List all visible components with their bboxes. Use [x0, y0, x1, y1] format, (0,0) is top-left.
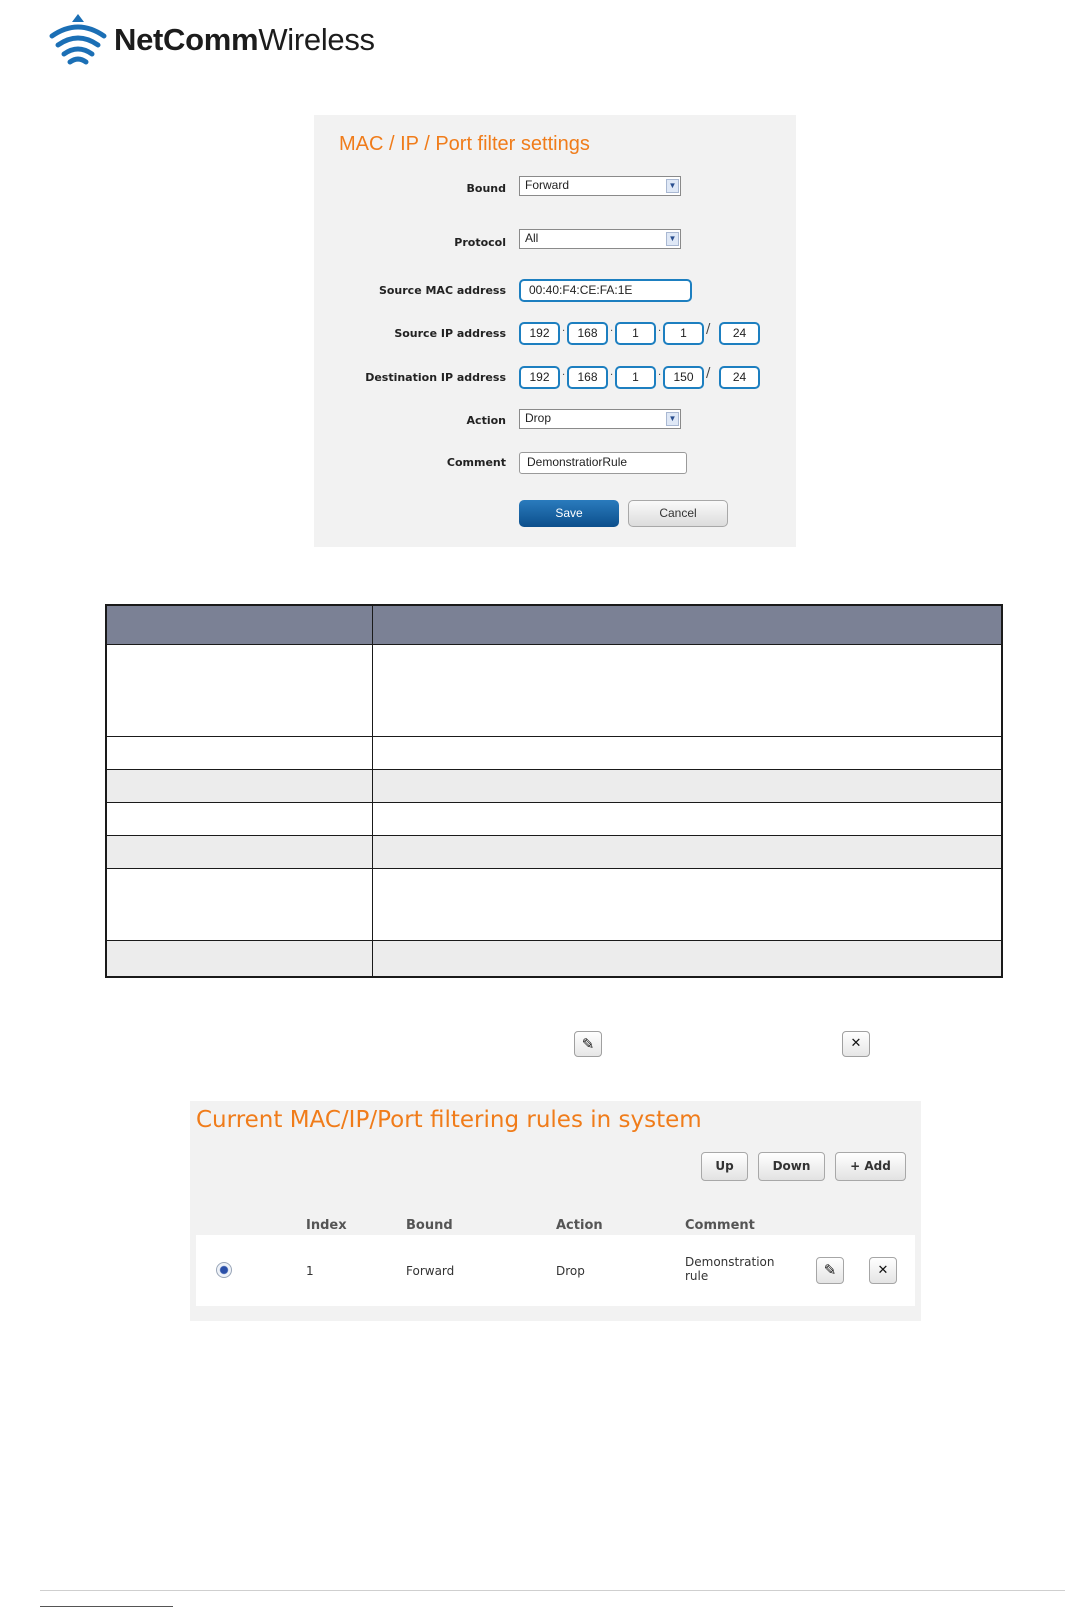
table-cell	[373, 941, 1003, 977]
table-row[interactable]	[196, 1235, 915, 1306]
column-header-action: Action	[556, 1218, 603, 1233]
chevron-down-icon: ▼	[666, 412, 679, 426]
bound-label: Bound	[466, 182, 506, 195]
rule-action: Drop	[556, 1264, 585, 1278]
down-button[interactable]: Down	[758, 1152, 825, 1181]
destination-ip-mask[interactable]: 24	[719, 366, 760, 389]
table-cell	[106, 941, 373, 977]
up-button[interactable]: Up	[701, 1152, 748, 1181]
rule-comment: Demonstration rule	[685, 1255, 775, 1283]
destination-ip-octet-4[interactable]: 150	[663, 366, 704, 389]
panel-title: MAC / IP / Port filter settings	[339, 133, 590, 155]
close-icon: ✕	[877, 1263, 889, 1278]
filter-settings-panel: MAC / IP / Port filter settings Bound Forward ▼ Protocol All ▼ Source MAC address 00:40:F4:CE:FA:1E Source IP address 192 · 168 · 1 · 1 / 24 Destination IP address 192 · 168 · 1 · 150 / 24 Action Drop ▼ Comment DemonstratiorRule Save Cancel	[314, 115, 796, 547]
table-cell	[106, 803, 373, 836]
protocol-label: Protocol	[454, 236, 506, 249]
footer-divider	[40, 1590, 1065, 1591]
rules-panel	[190, 1101, 921, 1321]
column-header-comment: Comment	[685, 1218, 755, 1233]
delete-rule-button[interactable]	[869, 1257, 897, 1284]
add-button[interactable]: + Add	[835, 1152, 906, 1181]
source-ip-octet-1[interactable]: 192	[519, 322, 560, 345]
table-cell	[106, 869, 373, 941]
edit-icon: ✎	[574, 1031, 602, 1057]
source-ip-octet-2[interactable]: 168	[567, 322, 608, 345]
action-label: Action	[466, 414, 506, 427]
brand-name: NetCommWireless	[114, 22, 375, 57]
footnote-divider	[40, 1606, 173, 1607]
netcomm-logo	[48, 12, 408, 66]
table-cell	[373, 836, 1003, 869]
chevron-down-icon: ▼	[666, 232, 679, 246]
table-cell	[373, 737, 1003, 770]
destination-ip-octet-1[interactable]: 192	[519, 366, 560, 389]
rule-index: 1	[306, 1264, 314, 1278]
wifi-logo-icon	[48, 12, 108, 66]
table-cell	[106, 737, 373, 770]
rules-panel-title: Current MAC/IP/Port filtering rules in system	[196, 1107, 702, 1133]
edit-icon: ✎	[823, 1261, 837, 1279]
protocol-select[interactable]	[519, 229, 681, 249]
source-ip-octet-3[interactable]: 1	[615, 322, 656, 345]
table-cell	[373, 869, 1003, 941]
save-button[interactable]: Save	[519, 500, 619, 527]
comment-label: Comment	[446, 456, 506, 469]
source-mac-input[interactable]: 00:40:F4:CE:FA:1E	[519, 279, 692, 302]
table-cell	[106, 645, 373, 737]
table-header-cell	[373, 605, 1003, 645]
table-cell	[373, 645, 1003, 737]
action-value: Drop	[525, 411, 552, 425]
bound-select[interactable]	[519, 176, 681, 196]
rule-bound: Forward	[406, 1264, 455, 1278]
table-cell	[106, 836, 373, 869]
row-select-radio[interactable]	[216, 1262, 232, 1278]
source-ip-mask[interactable]: 24	[719, 322, 760, 345]
destination-ip-octet-3[interactable]: 1	[615, 366, 656, 389]
table-header-cell	[106, 605, 373, 645]
destination-ip-label: Destination IP address	[365, 371, 506, 384]
column-header-index: Index	[306, 1218, 347, 1233]
destination-ip-octet-2[interactable]: 168	[567, 366, 608, 389]
settings-description-table	[105, 604, 1003, 978]
bound-value: Forward	[525, 178, 570, 192]
source-ip-label: Source IP address	[394, 327, 506, 340]
column-header-bound: Bound	[406, 1218, 453, 1233]
table-cell	[106, 770, 373, 803]
cancel-button[interactable]: Cancel	[628, 500, 728, 527]
source-ip-octet-4[interactable]: 1	[663, 322, 704, 345]
table-cell	[373, 803, 1003, 836]
action-select[interactable]	[519, 409, 681, 429]
protocol-value: All	[525, 231, 539, 245]
table-cell	[373, 770, 1003, 803]
edit-rule-button[interactable]	[816, 1257, 844, 1284]
comment-input[interactable]: DemonstratiorRule	[519, 452, 687, 474]
source-mac-label: Source MAC address	[378, 284, 506, 297]
delete-icon: ✕	[842, 1031, 870, 1057]
chevron-down-icon: ▼	[666, 179, 679, 193]
